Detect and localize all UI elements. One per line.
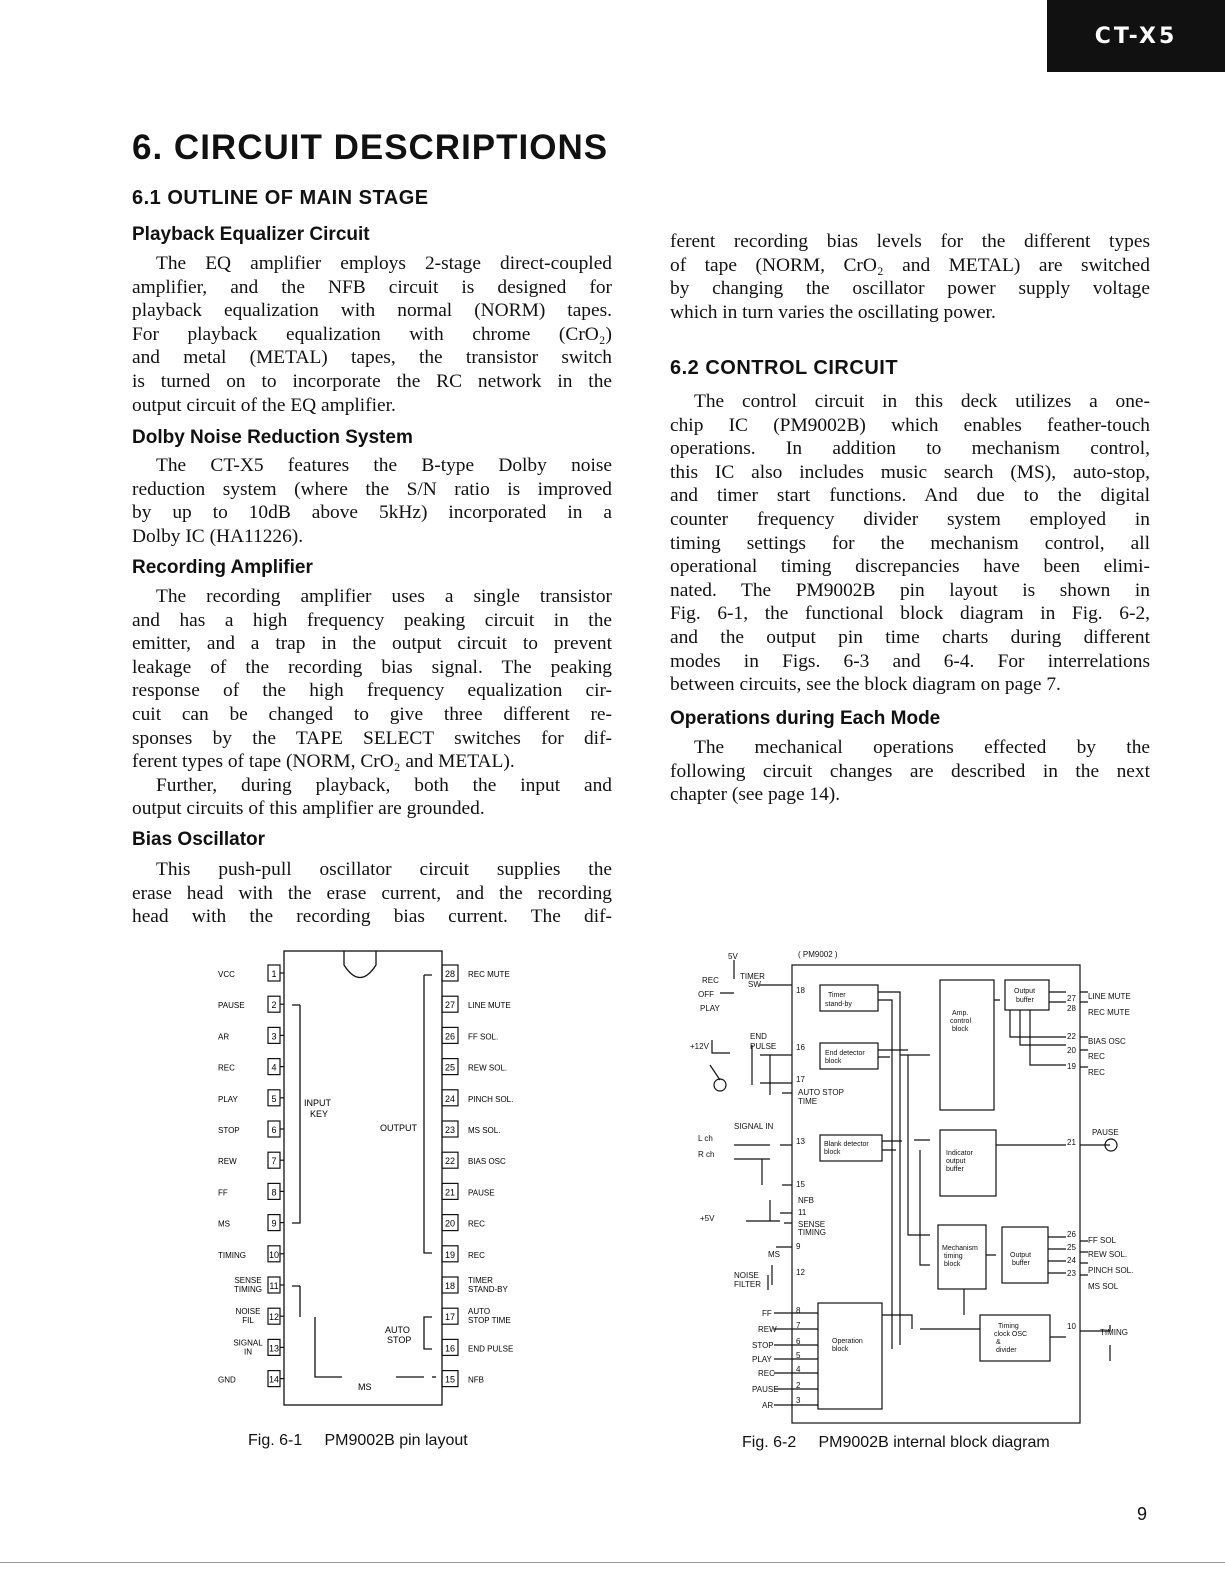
timing-block-label-4: divider [996,1347,1017,1354]
pin-6 [218,1121,284,1137]
pin-10 [218,1246,284,1262]
end-pulse-label: END [750,1032,767,1041]
text-line: The control circuit in this deck utilizes a one- [694,391,1150,412]
model-label: CT-X5 [1094,23,1178,49]
rec-mute-label: REC MUTE [1088,1008,1130,1017]
auto-stop-label-1: AUTO [385,1325,410,1335]
pin-label: REC [218,1063,235,1073]
pin-24 [442,1090,513,1106]
pin-22 [442,1152,506,1168]
bias-osc-text [132,858,612,929]
pause-r-label: PAUSE [1092,1128,1119,1137]
pin-number: 25 [444,1062,456,1073]
dolby-heading: Dolby Noise Reduction System [132,427,413,448]
svg-text:24: 24 [1067,1256,1076,1265]
pin-label: NOISE [235,1307,261,1317]
pin-number: 20 [444,1218,456,1229]
bias-osc-heading: Bias Oscillator [132,829,266,850]
fig-6-1-caption-number: Fig. 6-1 [248,1432,303,1449]
svg-text:12: 12 [796,1268,805,1277]
text-line: ferent types of tape (NORM, CrO₂ and METAL). [132,751,515,773]
end-block-label-2: block [825,1058,842,1065]
svg-text:17: 17 [796,1075,805,1084]
rec-r-label: REC [1088,1068,1105,1077]
pin-8 [218,1183,284,1199]
pin-1 [218,965,284,981]
svg-text:21: 21 [1067,1138,1076,1147]
svg-text:4: 4 [796,1365,801,1374]
pin-number: 5 [271,1093,277,1104]
pin-label: MS SOL. [468,1126,501,1135]
pin-number: 17 [444,1312,456,1323]
operations-text [670,736,1150,807]
pin-number: 6 [271,1125,277,1135]
operation-block [818,1303,882,1409]
blank-block-label-2: block [824,1149,841,1156]
text-line: chapter (see page 14). [670,784,841,806]
svg-text:26: 26 [1067,1230,1076,1239]
pin-2 [218,996,284,1012]
sense-timing-label: SENSE [798,1220,826,1229]
ms-sol-label: MS SOL [1088,1282,1119,1291]
pin-12 [236,1307,284,1325]
output-label: OUTPUT [380,1123,417,1133]
pin-label: MS [218,1219,230,1229]
rec-bar-label: REC [1088,1052,1105,1061]
svg-text:18: 18 [796,986,805,995]
text-line: Dolby IC (HA11226). [132,525,304,547]
pin-label: PLAY [218,1094,238,1104]
svg-text:19: 19 [1067,1062,1076,1071]
pin-label: PINCH SOL. [468,1094,514,1104]
pin-3 [218,1027,284,1043]
fig-6-1-caption [248,1432,468,1450]
playback-eq-text [132,252,612,417]
pin-number: 26 [444,1031,456,1042]
fig-6-2-block-diagram [690,945,1150,1425]
svg-text:2: 2 [796,1381,801,1390]
play-ext-label: PLAY [752,1355,772,1364]
pin-4 [218,1059,284,1075]
rew-ext-label: REW [758,1325,777,1334]
text-line: is turned on to incorporate the RC network in the [132,370,612,392]
pin-label: FF [218,1188,228,1198]
text-line: chip IC (PM9002B) which enables feather-touch [670,414,1150,436]
page-number: 9 [1136,1504,1147,1524]
pin-28 [442,965,510,981]
pin-number: 3 [271,1031,277,1042]
pin-label: SENSE [234,1276,262,1285]
pin-label: PAUSE [218,1001,245,1011]
text-line: erase head with the erase current, and the recording [132,882,612,904]
amp-block-label-3: block [952,1026,969,1033]
chip-label: ( PM9002 ) [798,950,838,959]
ar-ext-label: AR [762,1401,774,1410]
pin-25 [442,1059,507,1075]
outbuf1-label-2: buffer [1016,997,1034,1004]
sense-timing-label-2: TIMING [798,1228,826,1237]
mech-label-2: timing [944,1253,963,1260]
pin-label: STAND-BY [468,1285,508,1294]
bottom-rule [0,1562,1225,1563]
timer-sw-label-2: SW [748,980,761,989]
pin-label: AUTO [468,1307,491,1317]
end-block-label: End detector [825,1050,865,1057]
section-heading-6-2: 6.2 CONTROL CIRCUIT [670,357,899,379]
pin-20 [442,1215,485,1231]
pin-label: END PULSE [468,1344,514,1354]
pin-label: FIL [242,1316,254,1326]
operation-block-label-2: block [832,1346,849,1353]
pin-number: 24 [444,1093,456,1104]
pin-number: 28 [444,969,456,979]
rec-label: REC [702,976,719,985]
fig-6-2-caption-text: PM9002B internal block diagram [818,1434,1050,1451]
text-line: counter frequency divider system employed in [670,508,1150,530]
ff-sol-label: FF SOL [1088,1236,1117,1245]
text-line: output circuit of the EQ amplifier. [132,394,396,416]
fig-6-2-caption [742,1434,1050,1452]
pin-label: REC MUTE [468,970,510,979]
fig-6-2-caption-number: Fig. 6-2 [742,1434,797,1451]
svg-text:8: 8 [796,1306,801,1315]
text-line: operations. In addition to mechanism control, [670,438,1150,460]
pin-13 [233,1338,284,1356]
rch-label: R ch [698,1150,715,1159]
input-key-label-1: INPUT [304,1098,331,1108]
line-mute-label: LINE MUTE [1088,992,1131,1001]
indicator-label-3: buffer [946,1166,964,1173]
pin-label: SIGNAL [233,1338,263,1348]
text-line: which in turn varies the oscillating power. [670,301,996,323]
svg-text:16: 16 [796,1043,805,1052]
outbuf2-label: Output [1010,1252,1032,1259]
pin-label: STOP [218,1126,240,1135]
timer-block-label: Timer [828,992,846,999]
text-line: and has a high frequency peaking circuit in the [132,609,612,631]
text-line: This push-pull oscillator circuit supplies the [156,859,612,880]
off-label: OFF [698,990,714,999]
pin-number: 18 [444,1281,456,1291]
svg-text:11: 11 [798,1208,807,1217]
pin-label: REW [218,1157,237,1167]
text-line: Further, during playback, both the input and [156,774,612,796]
mech-label-3: block [944,1261,961,1268]
recording-amp-heading: Recording Amplifier [132,557,313,578]
timing-block-label-3: & [996,1339,1001,1346]
outbuf1-label: Output [1014,988,1036,995]
nfb-label: NFB [798,1196,814,1205]
pin-7 [218,1152,284,1168]
pin-label: LINE MUTE [468,1001,511,1011]
stop-ext-label: STOP [752,1341,774,1350]
text-line: following circuit changes are described in the next [670,760,1150,782]
ms-inner-label: MS [358,1382,372,1392]
ms-ext-label: MS [768,1250,780,1259]
rec-ext-label: REC [758,1369,775,1378]
text-line: between circuits, see the block diagram on page 7. [670,674,1061,696]
recording-amp-text [132,585,612,821]
svg-text:15: 15 [796,1180,805,1189]
pin-number: 7 [271,1156,277,1167]
outbuf2-label-2: buffer [1012,1260,1030,1267]
svg-text:3: 3 [796,1396,801,1405]
timer-block-label-2: stand-by [825,1001,852,1008]
mech-label: Mechanism [942,1245,978,1252]
text-line: emitter, and a trap in the output circuit to prevent [132,633,612,655]
v5b-label: +5V [700,1214,715,1223]
pin-number: 8 [271,1187,277,1198]
pin-17 [442,1307,511,1325]
svg-text:22: 22 [1067,1032,1076,1041]
text-line: timing settings for the mechanism control, all [670,532,1150,554]
text-line: modes in Figs. 6-3 and 6-4. For interrelations [670,650,1150,672]
svg-text:5: 5 [796,1351,801,1360]
text-line: amplifier, and the NFB circuit is designed for [132,276,612,298]
pin-number: 9 [271,1218,277,1229]
text-line: nated. The PM9002B pin layout is shown in [670,579,1150,601]
text-line: leakage of the recording bias signal. The peaking [132,656,612,678]
svg-text:27: 27 [1067,994,1076,1003]
text-line: playback equalization with normal (NORM) tapes. [132,300,612,322]
pin-number: 4 [271,1062,277,1073]
bias-osc-label: BIAS OSC [1088,1037,1126,1046]
blank-detector-block [820,1135,882,1161]
pin-19 [442,1246,485,1262]
text-line: The recording amplifier uses a single transistor [156,586,612,607]
pin-number: 15 [444,1374,456,1385]
pin-label: VCC [218,970,235,979]
v12-label: +12V [690,1042,709,1051]
pin-label: FF SOL. [468,1032,499,1042]
text-line: For playback equalization with chrome (CrO₂) [132,323,612,345]
text-line: operational timing discrepancies have been elimi- [670,556,1150,578]
signal-in-label: SIGNAL IN [734,1122,774,1131]
pin-label: BIAS OSC [468,1157,506,1167]
pin-26 [442,1027,498,1043]
pause-ext-label: PAUSE [752,1385,779,1394]
amp-block-label-2: control [950,1018,972,1025]
text-line: by up to 10dB above 5kHz) incorporated in a [132,502,612,524]
text-line: The EQ amplifier employs 2-stage direct-coupled [156,253,612,274]
timing-block-label-2: clock OSC [994,1331,1028,1338]
pinch-sol-label: PINCH SOL. [1088,1266,1134,1275]
pin-9 [218,1215,284,1231]
pin-label: IN [244,1347,252,1357]
fig-6-1-right-pins [442,965,513,1387]
pin-label: PAUSE [468,1188,495,1198]
pin-number: 16 [444,1343,456,1354]
pin-number: 1 [271,969,277,979]
pin-label: TIMING [234,1285,262,1294]
text-line: this IC also includes music search (MS), auto-stop, [670,461,1150,483]
text-line: sponses by the TAPE SELECT switches for dif- [132,727,612,749]
control-circuit-text [670,390,1150,697]
text-line: output circuits of this amplifier are grounded. [132,798,485,820]
auto-stop-time-label: AUTO STOP [798,1088,844,1097]
timing-block-label: Timing [998,1323,1019,1330]
pin-label: REC [468,1219,485,1229]
operation-block-label: Operation [832,1338,863,1345]
svg-text:20: 20 [1067,1046,1076,1055]
svg-text:9: 9 [796,1242,801,1251]
indicator-label: Indicator [946,1150,973,1157]
pin-number: 2 [271,1000,277,1011]
chapter-title: 6. CIRCUIT DESCRIPTIONS [132,128,609,167]
pin-number: 21 [444,1187,456,1198]
output-buffer-1-block [1005,980,1049,1010]
pin-label: STOP TIME [468,1316,511,1326]
input-key-label-2: KEY [310,1109,329,1119]
auto-stop-label-2: STOP [387,1335,412,1345]
text-line: and the output pin time charts during different [670,626,1150,648]
playback-eq-heading: Playback Equalizer Circuit [132,224,370,245]
svg-text:23: 23 [1067,1269,1076,1278]
pin-27 [442,996,511,1012]
noise-filter-label: NOISE [734,1271,759,1280]
text-line: response of the high frequency equalization cir- [132,680,612,702]
svg-text:6: 6 [796,1337,801,1346]
pin-number: 10 [268,1249,280,1260]
pin-label: NFB [468,1375,484,1385]
noise-filter-label-2: FILTER [734,1280,761,1289]
pin-number: 27 [444,1000,456,1011]
pin-number: 14 [268,1374,280,1385]
amp-block-label: Amp. [952,1010,969,1017]
pin-5 [218,1090,284,1106]
v5-label: 5V [728,952,738,961]
pin-14 [218,1371,284,1387]
text-line: The CT-X5 features the B-type Dolby noise [156,455,612,476]
svg-text:10: 10 [1067,1322,1076,1331]
timer-sw-label: TIMER [740,972,765,981]
pin-21 [442,1183,495,1199]
text-line: and timer start functions. And due to the digital [670,485,1150,507]
pin-label: TIMING [218,1250,246,1260]
pin-label: TIMER [468,1276,493,1285]
bias-osc-text-continued [670,230,1150,324]
blank-block-label: Blank detector [824,1141,869,1148]
pin-number: 23 [444,1125,456,1135]
dolby-text [132,454,612,548]
timing-clock-block [980,1315,1050,1361]
svg-text:28: 28 [1067,1004,1076,1013]
text-line: and metal (METAL) tapes, the transistor switch [132,347,612,369]
text-line: cuit can be changed to give three different re- [132,703,612,725]
text-line: of tape (NORM, CrO₂ and METAL) are switched [670,254,1150,276]
pin-number: 12 [268,1312,280,1323]
play-label: PLAY [700,1004,720,1013]
model-tab [1047,0,1225,72]
timing-r-label: TIMING [1100,1328,1128,1337]
text-line: head with the recording bias current. The dif- [132,906,612,928]
pin-15 [442,1371,484,1387]
rew-sol-label: REW SOL. [1088,1250,1128,1259]
svg-text:25: 25 [1067,1243,1076,1252]
text-line: reduction system (where the S/N ratio is improved [132,478,612,500]
indicator-label-2: output [946,1158,966,1165]
svg-text:13: 13 [796,1137,805,1146]
pin-number: 22 [444,1156,456,1167]
fig-6-1-left-pins [218,965,284,1387]
pin-23 [442,1121,500,1137]
lch-label: L ch [698,1134,713,1143]
pin-16 [442,1339,513,1355]
svg-text:7: 7 [796,1321,801,1330]
amp-control-block [940,980,994,1110]
pin-18 [442,1276,509,1294]
pin-label: AR [218,1032,230,1042]
pin-number: 11 [269,1281,279,1291]
operations-heading: Operations during Each Mode [670,708,941,729]
pin-number: 19 [444,1249,456,1260]
text-line: by changing the oscillator power supply voltage [670,278,1150,300]
text-line: Fig. 6-1, the functional block diagram in Fig. 6-2, [670,603,1150,625]
pin-label: REC [468,1250,485,1260]
section-heading-6-1: 6.1 OUTLINE OF MAIN STAGE [132,187,429,209]
ff-ext-label: FF [762,1309,772,1318]
pin-11 [234,1276,284,1294]
end-pulse-label-2: PULSE [750,1042,777,1051]
auto-stop-time-label-2: TIME [798,1097,818,1106]
pin-number: 13 [268,1343,280,1354]
fig-6-1-caption-text: PM9002B pin layout [324,1432,468,1449]
pin-label: REW SOL. [468,1063,508,1073]
fig-6-1-pin-layout [200,945,560,1415]
pin-label: GND [218,1375,236,1385]
text-line: The mechanical operations effected by the [694,737,1150,758]
text-line: ferent recording bias levels for the different types [670,231,1150,252]
